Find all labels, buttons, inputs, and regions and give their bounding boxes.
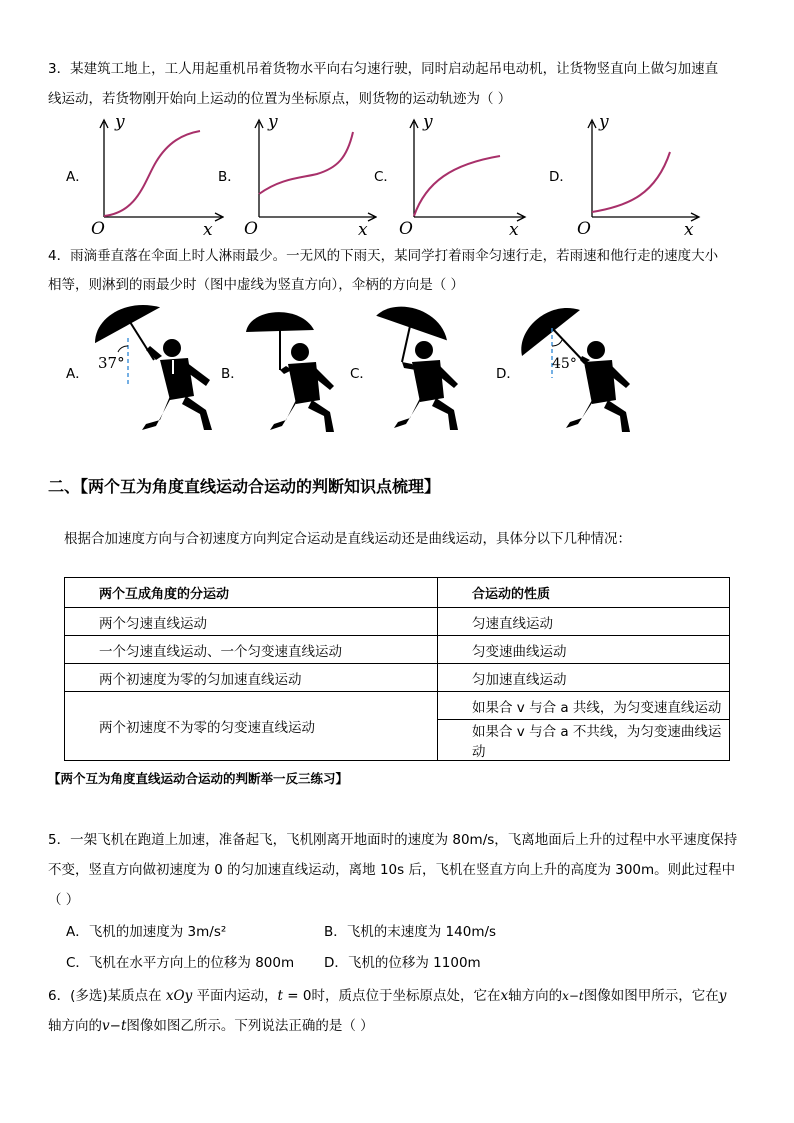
- q3-curve-c: [414, 156, 500, 216]
- q3-graph-c: [396, 112, 532, 238]
- q3-c-axis-y: y: [423, 112, 433, 132]
- q6-text: 6．(多选)某质点在: [48, 988, 166, 1004]
- q3-stem-line2: 线运动，若货物刚开始向上运动的位置为坐标原点，则货物的运动轨迹为（ ）: [48, 91, 512, 107]
- q5-stem-line2: 不变，竖直方向做初速度为 0 的匀加速直线运动，离地 10s 后，飞机在竖直方向上升的高度为 300m。则此过程中: [48, 862, 736, 878]
- q5-stem-line1: 5．一架飞机在跑道上加速，准备起飞，飞机刚离开地面时的速度为 80m/s，飞离地面后上升的过程中水平速度保持: [48, 832, 738, 848]
- q6-x-symbol: x: [500, 988, 509, 1004]
- table-cell: 匀加速直线运动: [438, 664, 730, 692]
- table-cell: 两个匀速直线运动: [65, 608, 438, 636]
- q3-a-origin: O: [91, 219, 105, 238]
- q6-stem-line1: [48, 984, 726, 1004]
- q4-option-a-label[interactable]: A．: [66, 366, 89, 382]
- q3-option-c-label[interactable]: C．: [374, 169, 397, 185]
- table-cell: 匀速直线运动: [438, 608, 730, 636]
- q3-b-origin: O: [244, 219, 258, 238]
- q5-stem-line3: （ ）: [48, 892, 80, 908]
- q3-graph-b: [241, 112, 377, 238]
- table-cell: 如果合 v 与合 a 共线，为匀变速直线运动: [438, 692, 730, 720]
- q5-option-a[interactable]: A．飞机的加速度为 3m/s²: [66, 924, 227, 940]
- q5-option-c[interactable]: C．飞机在水平方向上的位移为 800m: [66, 955, 295, 971]
- runner-icon: [142, 339, 212, 430]
- q6-time-symbol: t: [277, 988, 283, 1004]
- table-cell: 如果合 v 与合 a 不共线，为匀变速曲线运动: [438, 720, 730, 761]
- table-cell: 一个匀速直线运动、一个匀变速直线运动: [65, 636, 438, 664]
- q3-curve-d: [592, 152, 670, 212]
- table-row: [65, 692, 730, 720]
- q3-graph-d: [574, 112, 710, 238]
- q6-xt-symbol: x−t: [562, 989, 584, 1003]
- table-cell: 匀变速曲线运动: [438, 636, 730, 664]
- q3-d-origin: O: [577, 219, 591, 238]
- q4-figure-d: [518, 300, 638, 440]
- q3-curve-a: [104, 131, 200, 216]
- table-row: [65, 636, 730, 664]
- q3-b-axis-x: x: [358, 220, 368, 238]
- q3-option-a-label[interactable]: A．: [66, 169, 89, 185]
- q4-stem-line2: 相等，则淋到的雨最少时（图中虚线为竖直方向），伞柄的方向是（ ）: [48, 277, 465, 293]
- q3-d-axis-x: x: [684, 220, 694, 238]
- q3-c-origin: O: [399, 219, 413, 238]
- q5-option-d[interactable]: D．飞机的位移为 1100m: [324, 955, 481, 971]
- q6-text: 图像如图乙所示。下列说法正确的是（ ）: [126, 1018, 374, 1034]
- q6-text: 轴方向的: [508, 988, 563, 1004]
- q6-vt-symbol: v−t: [102, 1018, 127, 1034]
- umbrella-icon: [92, 303, 163, 343]
- q3-graph-a: [88, 112, 224, 238]
- table-row: [65, 664, 730, 692]
- q3-b-axis-y: y: [268, 112, 278, 132]
- table-cell: 两个初速度不为零的匀变速直线运动: [65, 692, 438, 761]
- q3-a-axis-x: x: [203, 220, 213, 238]
- practice-title: 【两个互为角度直线运动合运动的判断举一反三练习】: [48, 771, 349, 786]
- table-header-row: [65, 578, 730, 608]
- q4-option-c-label[interactable]: C．: [350, 366, 373, 382]
- q3-option-d-label[interactable]: D．: [549, 169, 573, 185]
- q6-text: 平面内运动，: [192, 988, 278, 1004]
- table-header-cell: 两个互成角度的分运动: [65, 578, 438, 608]
- q4-stem-line1: 4．雨滴垂直落在伞面上时人淋雨最少。一无风的下雨天，某同学打着雨伞匀速行走，若雨速和他行走的速度大小: [48, 248, 719, 264]
- umbrella-icon: [374, 302, 451, 340]
- section-intro: 根据合加速度方向与合初速度方向判定合运动是直线运动还是曲线运动，具体分以下几种情况：: [64, 531, 631, 547]
- q6-plane: xOy: [165, 988, 193, 1004]
- q3-a-axis-y: y: [115, 112, 125, 132]
- q6-text: 轴方向的: [48, 1018, 102, 1034]
- knowledge-table: [64, 577, 730, 761]
- q3-c-axis-x: x: [509, 220, 519, 238]
- q4-figure-a: [90, 300, 230, 440]
- q4-angle-d: 45°: [552, 356, 577, 372]
- q4-angle-a: 37°: [98, 354, 125, 372]
- q3-d-axis-y: y: [599, 112, 609, 132]
- table-row: [65, 608, 730, 636]
- q4-figure-b: [240, 300, 350, 440]
- table-header-cell: 合运动的性质: [438, 578, 730, 608]
- q4-option-d-label[interactable]: D．: [496, 366, 520, 382]
- section-title: 二、【两个互为角度直线运动合运动的判断知识点梳理】: [48, 477, 441, 496]
- q4-option-b-label[interactable]: B．: [221, 366, 244, 382]
- q4-figure-c: [372, 300, 482, 440]
- q3-stem-line1: 3．某建筑工地上，工人用起重机吊着货物水平向右匀速行驶，同时启动起吊电动机，让货物竖直向上做匀加速直: [48, 61, 719, 77]
- q6-y-symbol: y: [718, 988, 727, 1004]
- runner-icon: [566, 341, 630, 432]
- q6-stem-line2: [48, 1014, 374, 1034]
- q5-option-b[interactable]: B．飞机的末速度为 140m/s: [324, 924, 497, 940]
- q6-text: = 0时，质点位于坐标原点处，它在: [282, 988, 501, 1004]
- q3-curve-b: [259, 132, 353, 194]
- q3-option-b-label[interactable]: B．: [218, 169, 241, 185]
- table-cell: 两个初速度为零的匀加速直线运动: [65, 664, 438, 692]
- q6-text: 图像如图甲所示，它在: [583, 988, 719, 1004]
